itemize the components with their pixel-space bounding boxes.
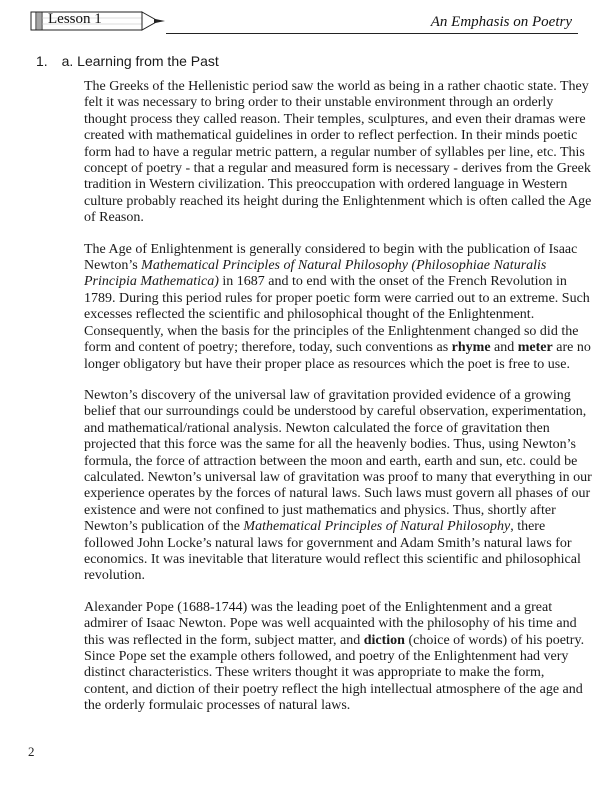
paragraph-pope xyxy=(84,600,592,715)
paragraph-text: , there followed John Locke’s natural laws for government and Adam Smith’s natural laws for economics. It was inevitable that literature would reflect this scientific and philosophical revolution. xyxy=(84,519,581,584)
paragraph-newton xyxy=(84,388,592,585)
paragraph-text: The Age of Enlightenment is generally considered to begin with the publication of Isaac Newton’s xyxy=(84,241,578,274)
section-letter: a. xyxy=(61,53,74,69)
paragraph-enlightenment xyxy=(84,242,592,373)
paragraph-text: in 1687 and to end with the onset of the French Revolution in 1789. During this period rules for proper poetic form were carried out to an extreme. Such excesses reflected the scientific and philosophical thought of the Enlightenment. Consequently, when the basis for the principles of the Enlightenment changed so did the form and content of poetry; therefore, today, such conventions as xyxy=(84,274,590,356)
header-rule xyxy=(166,33,578,34)
section-heading xyxy=(36,52,219,70)
paragraph-text: and xyxy=(490,340,518,356)
lesson-body xyxy=(84,79,592,715)
paragraph-greeks: The Greeks of the Hellenistic period saw the world as being in a rather chaotic state. They felt it was necessary to bring order to their unstable environment through an orderly thought process they called reason. Their temples, sculptures, and even their dramas were created with mathematical guidelines in order to reflect perfection. In their minds poetic form had to have a regular metric pattern, a regular number of syllables per line, etc. This concept of poetry - that a regular and measured form is necessary - derives from the Greek tradition in Western civilization. This preoccupation with ordered language in Western culture probably reached its height during the Enlightenment which is often called the Age of Reason. xyxy=(84,79,592,226)
term-diction: diction xyxy=(363,632,405,648)
page-number: 2 xyxy=(28,744,35,759)
paragraph-text: are no longer obligatory but have their proper place as resources which the poet is free to use. xyxy=(84,340,591,372)
book-title: Mathematical Principles of Natural Philosophy (Philosophiae Naturalis Principia Mathematica) xyxy=(84,258,547,290)
lesson-label: Lesson 1 xyxy=(48,11,102,27)
term-rhyme: rhyme xyxy=(451,340,491,356)
paragraph-text: Newton’s discovery of the universal law of gravitation provided evidence of a growing belief that our surroundings could be understood by careful observation, experimentation, and mathematical/rational analysis. Newton calculated the force of gravitation then projected that this force was the same for all the heavenly bodies. Thus, using Newton’s formula, the force of attraction between the moon and earth, earth and sun, etc. could be calculated. Newton’s universal law of gravitation was proof to many that everything in our experience operates by the forces of natural laws. Such laws must govern all phases of our existence and were not confined to just mathematics and physics. Thus, shortly after Newton’s publication of the xyxy=(84,387,592,535)
book-title: Mathematical Principles of Natural Philosophy xyxy=(243,519,511,535)
term-meter: meter xyxy=(517,340,553,356)
paragraph-text: Alexander Pope (1688-1744) was the leading poet of the Enlightenment and a great admirer of Isaac Newton. Pope was well acquainted with the philosophy of his time and this was reflected in the form, subject matter, and xyxy=(84,599,577,648)
section-number: 1. xyxy=(36,53,48,69)
page-header xyxy=(30,8,578,34)
paragraph-text: (choice of words) of his poetry. Since Pope set the example others followed, and poetry of the Enlightenment had very distinct characteristics. These writers thought it was appropriate to make the form, content, and diction of their poetry reflect the high intellectual atmosphere of the age and the orderly formulaic processes of natural laws. xyxy=(84,632,585,714)
header-title: An Emphasis on Poetry xyxy=(430,14,572,30)
section-title: Learning from the Past xyxy=(77,53,219,69)
